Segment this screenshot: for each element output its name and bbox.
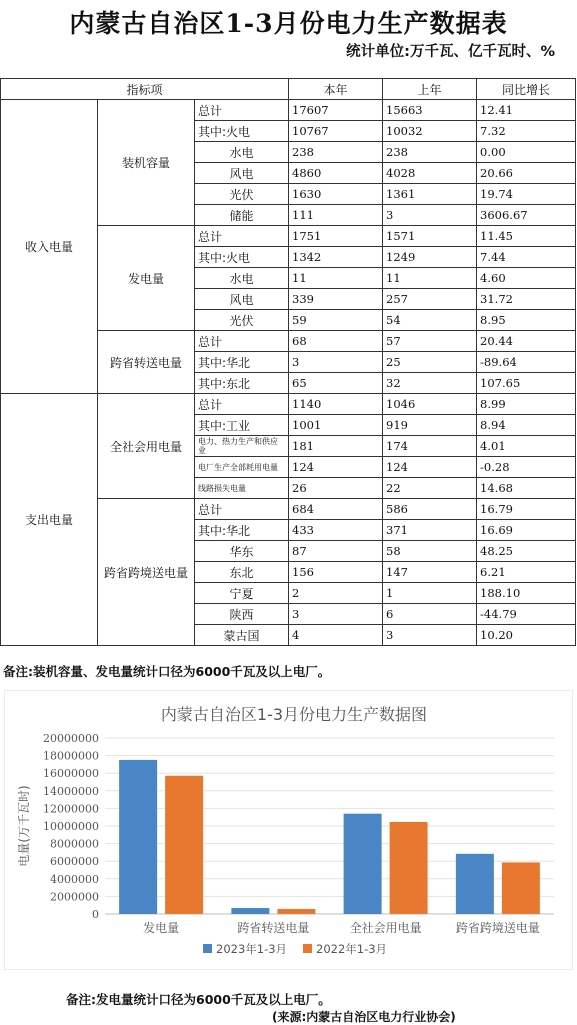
cell-growth: 12.41 [477,100,576,121]
cell-this-year: 26 [289,478,383,499]
cell-this-year: 65 [289,373,383,394]
cell-this-year: 238 [289,142,383,163]
y-tick-label: 20000000 [43,732,99,745]
x-category-label: 发电量 [143,921,180,935]
row-item-label: 风电 [195,163,289,184]
subgroup-label: 跨省转送电量 [98,331,195,394]
row-item-label: 华东 [195,541,289,562]
group-label: 支出电量 [1,394,98,646]
cell-growth: 8.95 [477,310,576,331]
cell-this-year: 3 [289,352,383,373]
header-last-year: 上年 [383,79,477,100]
cell-this-year: 4860 [289,163,383,184]
cell-growth: 20.66 [477,163,576,184]
source-label: (来源:内蒙古自治区电力行业协会) [272,1010,456,1024]
cell-growth: 19.74 [477,184,576,205]
cell-last-year: 1046 [383,394,477,415]
y-axis-label: 电量(万千瓦时) [17,785,31,867]
cell-last-year: 919 [383,415,477,436]
cell-growth: 11.45 [477,226,576,247]
cell-last-year: 257 [383,289,477,310]
cell-last-year: 1249 [383,247,477,268]
header-this-year: 本年 [289,79,383,100]
row-item-label: 线路损失电量 [195,478,289,499]
bar-last-year [390,822,428,914]
bar-this-year [456,854,494,914]
cell-last-year: 11 [383,268,477,289]
y-tick-label: 2000000 [50,890,99,904]
y-tick-label: 16000000 [43,767,99,781]
cell-this-year: 10767 [289,121,383,142]
chart-container [4,690,573,970]
cell-growth: 107.65 [477,373,576,394]
cell-growth: -44.79 [477,604,576,625]
y-tick-label: 6000000 [50,855,99,869]
cell-last-year: 147 [383,562,477,583]
cell-this-year: 3 [289,604,383,625]
cell-growth: -89.64 [477,352,576,373]
row-item-label: 总计 [195,394,289,415]
cell-this-year: 1630 [289,184,383,205]
y-tick-label: 8000000 [50,837,99,851]
chart-title: 内蒙古自治区1-3月份电力生产数据图 [160,705,428,724]
cell-growth: 8.99 [477,394,576,415]
cell-this-year: 1001 [289,415,383,436]
row-item-label: 其中:工业 [195,415,289,436]
note-generation: 备注:发电量统计口径为6000千瓦及以上电厂。 [66,992,331,1007]
group-label: 收入电量 [1,100,98,394]
cell-last-year: 124 [383,457,477,478]
row-item-label: 光伏 [195,310,289,331]
cell-last-year: 1571 [383,226,477,247]
cell-this-year: 11 [289,268,383,289]
cell-growth: 7.32 [477,121,576,142]
row-item-label: 储能 [195,205,289,226]
cell-last-year: 238 [383,142,477,163]
legend-swatch [303,944,312,953]
cell-this-year: 1140 [289,394,383,415]
cell-this-year: 339 [289,289,383,310]
legend-label: 2022年1-3月 [316,942,388,956]
y-tick-label: 4000000 [50,872,99,886]
row-item-label: 宁夏 [195,583,289,604]
cell-this-year: 1751 [289,226,383,247]
cell-growth: 6.21 [477,562,576,583]
cell-this-year: 17607 [289,100,383,121]
cell-last-year: 3 [383,625,477,646]
subgroup-label: 跨省跨境送电量 [98,499,195,646]
cell-last-year: 58 [383,541,477,562]
legend-label: 2023年1-3月 [216,942,288,956]
cell-this-year: 68 [289,331,383,352]
cell-this-year: 124 [289,457,383,478]
cell-growth: 4.01 [477,436,576,457]
legend-swatch [203,944,212,953]
note-capacity: 备注:装机容量、发电量统计口径为6000千瓦及以上电厂。 [3,664,331,679]
cell-this-year: 156 [289,562,383,583]
bar-chart [4,690,573,970]
cell-last-year: 10032 [383,121,477,142]
production-data-table [0,78,576,646]
bar-this-year [119,760,157,914]
row-item-label: 总计 [195,100,289,121]
cell-growth: 16.69 [477,520,576,541]
cell-growth: 4.60 [477,268,576,289]
table-row [1,100,576,121]
cell-growth: 0.00 [477,142,576,163]
table-body [1,100,576,646]
subgroup-label: 全社会用电量 [98,394,195,499]
cell-last-year: 586 [383,499,477,520]
row-item-label: 其中:火电 [195,247,289,268]
cell-last-year: 6 [383,604,477,625]
row-item-label: 蒙古国 [195,625,289,646]
table-header-row [1,79,576,100]
cell-this-year: 181 [289,436,383,457]
cell-this-year: 87 [289,541,383,562]
x-category-label: 跨省跨境送电量 [455,921,540,935]
cell-this-year: 1342 [289,247,383,268]
row-item-label: 总计 [195,331,289,352]
cell-growth: 3606.67 [477,205,576,226]
unit-label: 统计单位:万千瓦、亿千瓦时、% [346,44,555,60]
subgroup-label: 发电量 [98,226,195,331]
cell-this-year: 111 [289,205,383,226]
bar-last-year [502,862,540,914]
y-tick-label: 0 [92,908,99,921]
cell-last-year: 3 [383,205,477,226]
row-item-label: 其中:火电 [195,121,289,142]
cell-last-year: 1 [383,583,477,604]
row-item-label: 总计 [195,226,289,247]
cell-last-year: 4028 [383,163,477,184]
row-item-label: 其中:华北 [195,352,289,373]
cell-growth: 10.20 [477,625,576,646]
bar-this-year [344,814,382,914]
bar-last-year [277,909,315,914]
cell-last-year: 32 [383,373,477,394]
row-item-label: 其中:东北 [195,373,289,394]
cell-last-year: 54 [383,310,477,331]
y-tick-label: 18000000 [43,749,99,763]
cell-last-year: 1361 [383,184,477,205]
cell-last-year: 25 [383,352,477,373]
cell-last-year: 57 [383,331,477,352]
cell-growth: 20.44 [477,331,576,352]
cell-growth: 188.10 [477,583,576,604]
row-item-label: 东北 [195,562,289,583]
cell-this-year: 4 [289,625,383,646]
page-title: 内蒙古自治区1-3月份电力生产数据表 [69,9,508,38]
cell-this-year: 59 [289,310,383,331]
cell-growth: 7.44 [477,247,576,268]
row-item-label: 水电 [195,142,289,163]
y-tick-label: 10000000 [43,820,99,833]
cell-growth: 31.72 [477,289,576,310]
x-category-label: 全社会用电量 [349,921,422,935]
row-item-label: 其中:华北 [195,520,289,541]
row-item-label: 电力、热力生产和供应业 [195,436,289,457]
cell-last-year: 22 [383,478,477,499]
cell-growth: 14.68 [477,478,576,499]
row-item-label: 光伏 [195,184,289,205]
cell-this-year: 2 [289,583,383,604]
table-row [1,394,576,415]
cell-last-year: 15663 [383,100,477,121]
header-indicator: 指标项 [1,79,289,100]
cell-growth: 8.94 [477,415,576,436]
row-item-label: 总计 [195,499,289,520]
y-tick-label: 12000000 [43,802,99,816]
row-item-label: 电厂生产全部耗用电量 [195,457,289,478]
row-item-label: 陕西 [195,604,289,625]
bar-this-year [231,908,269,914]
row-item-label: 水电 [195,268,289,289]
cell-this-year: 684 [289,499,383,520]
cell-last-year: 371 [383,520,477,541]
row-item-label: 风电 [195,289,289,310]
y-tick-label: 14000000 [43,784,99,798]
header-growth: 同比增长 [477,79,576,100]
cell-growth: 48.25 [477,541,576,562]
cell-growth: -0.28 [477,457,576,478]
cell-last-year: 174 [383,436,477,457]
cell-growth: 16.79 [477,499,576,520]
bar-last-year [165,776,203,914]
cell-this-year: 433 [289,520,383,541]
subgroup-label: 装机容量 [98,100,195,226]
x-category-label: 跨省转送电量 [237,921,310,935]
